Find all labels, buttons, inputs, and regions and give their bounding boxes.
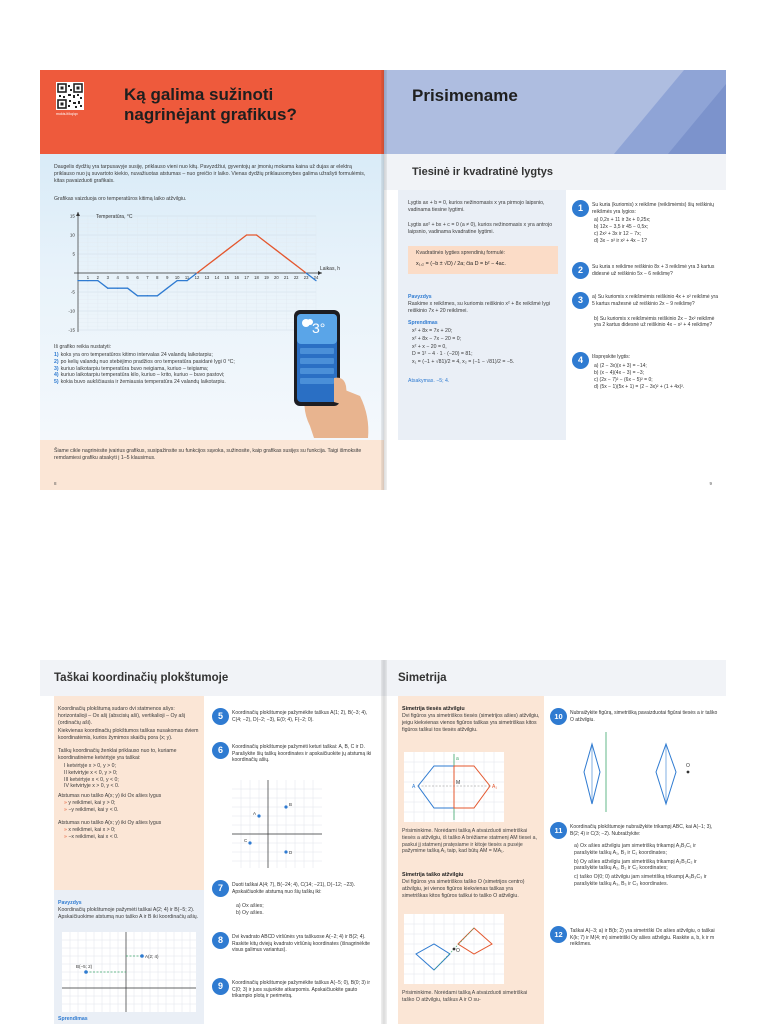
chart-caption: Grafikas vaizduoja oro temperatūros kitimą laiko atžvilgiu. <box>54 196 187 202</box>
exercise-6-badge: 6 <box>212 742 229 759</box>
solution-line <box>412 351 558 358</box>
intro-text: Koordinačių plokštumą sudaro dvi statmenos ašys: horizontalioji – Ox ašį (abscisių aši), vertikalioji – Oy ašį (ordinačių aši). <box>58 706 186 726</box>
bullet-icon: » <box>64 827 69 833</box>
exercise-2-text: Su kuria x reikšme reiškinio 8x + 3 reikšmė yra 3 kartus didesnė už reiškinio 5x − 6 reikšmę? <box>592 264 715 277</box>
distance-y-text: Atstumas nuo taško A(x; y) iki Oy ašies lygus <box>58 820 162 826</box>
x-tick-label: 6 <box>136 275 139 280</box>
exercise-5-badge: 5 <box>212 708 229 725</box>
exercise-12-badge: 12 <box>550 926 567 943</box>
question-item <box>54 372 264 379</box>
exercise-2-badge: 2 <box>572 262 589 279</box>
fig-label-a1-point: A₁ <box>492 784 498 790</box>
x-tick-label: 20 <box>273 275 279 280</box>
question-item-text: po kelių valandų nuo stebėjimo pradžios oro temperatūra pasidarė lygi 0 °C; <box>60 358 235 365</box>
gutter <box>381 660 387 1024</box>
point-d-label: D <box>289 850 293 855</box>
exercise-7-badge: 7 <box>212 880 229 897</box>
section-title: Tiesinė ir kvadratinė lygtys <box>412 166 554 178</box>
point-a <box>140 954 144 958</box>
quadrant-rule <box>64 783 198 790</box>
header-title: Prisimename <box>412 86 518 105</box>
exercise-11-badge: 11 <box>550 822 567 839</box>
exercise-7-item <box>236 910 366 917</box>
coordinates-text: Kiekvienas koordinačių plokštumos taškas nusakomas dviem koordinatėmis, kurios žymimos skaičių pora (x; y). <box>58 728 199 741</box>
footer-text: Šiame cikle nagrinėsite įvairius grafikus, susipažinsite su funkcijos sąvoka, sužinosite, kaip grafikas susijęs su funkcija. Taigi išmoksite remdamiesi grafiku atsakyti į 1–5 klausimus. <box>54 448 362 461</box>
exercise-11-item-text: a) Ox ašies atžvilgiu jam simetrišką trikampį A₁B₁C₁ ir parašykite taškų A₁, B₁ ir C₁ koordinates; <box>574 843 696 856</box>
section-header <box>384 154 726 190</box>
distance-y-rule <box>64 834 198 841</box>
solution-line <box>412 344 558 351</box>
exercise-11-item <box>574 874 720 888</box>
page-title <box>124 85 297 125</box>
exercise-4-item: c) (2x − 7)² − (6x − 5)² = 0; <box>594 376 653 383</box>
section-header <box>384 660 726 696</box>
question-item <box>54 352 264 359</box>
exercise-4-text: Išspręskite lygtis: <box>592 354 631 360</box>
line-symmetry-figure <box>404 752 504 822</box>
exercise-4-item: d) (5x − 1)(5x + 1) = (2 − 3x)² + (1 + 4x)². <box>594 383 685 390</box>
exercise-4-item: a) (2 − 3x)(x + 3) = −14; <box>594 362 647 369</box>
theory-panel <box>398 190 566 440</box>
point-a-marker <box>257 814 260 817</box>
question-item-number: 5) <box>54 379 59 386</box>
quadrant-rule <box>64 770 198 777</box>
point-symmetry-title: Simetrija taško atžvilgiu <box>402 872 464 878</box>
quadrants-list <box>64 763 198 790</box>
exercise-1-item: b) 12x − 3,5 ir 45 − 0,5x; <box>594 224 649 231</box>
x-tick-label: 21 <box>283 275 289 280</box>
distance-x-list <box>64 800 198 814</box>
x-tick-label: 3 <box>106 275 109 280</box>
questions-intro: Iš grafiko reikia nustatyti: <box>54 344 112 350</box>
point-b-label: B(−5; 2) <box>76 964 93 969</box>
x-tick-label: 15 <box>224 275 230 280</box>
header-decoration <box>384 70 726 154</box>
formula-title: Kvadratinės lygties sprendinių formulė: <box>416 250 506 256</box>
exercise-1-item: d) 3x − x² ir x² + 4x − 1? <box>594 238 647 245</box>
exercise-11-item-text: b) Oy ašies atžvilgiu jam simetrišką trikampį A₂B₂C₂ ir parašykite taškų A₂, B₂ ir C₂ koordinates; <box>574 858 697 872</box>
answer: Atsakymas. −5; 4. <box>408 378 450 384</box>
quadrant-rule-text: I ketvirtyje x > 0, y > 0; <box>64 763 116 769</box>
point-a-label: A(2; 4) <box>145 954 159 959</box>
page-number: 8 <box>54 481 57 486</box>
solution-lines <box>412 328 558 367</box>
question-item-number: 4) <box>54 372 59 379</box>
phone-temperature: 3° <box>312 320 326 336</box>
exercise-9-badge: 9 <box>212 978 229 995</box>
page-title-line-1: Ką galima sužinoti <box>124 85 274 104</box>
fig-label-m: M <box>456 780 461 786</box>
exercise-9-text: Koordinačių plokštumoje pažymėkite taškus A(−5; 0), B(0; 3) ir C(0; 3) ir juos sujunkite atkarpomis. Apskaičiuokite gauto trikampio plotą ir perimetrą. <box>232 980 370 1000</box>
exercise-7-text: Duoti taškai A(4; 7), B(−24; 4), C(14; −21), D(−12; −23). Apskaičiuokite atstumą nuo šių taškų iki: <box>232 882 356 895</box>
distance-y-rule-text: x reikšmei, kai x > 0; <box>68 827 116 833</box>
x-tick-label: 1 <box>86 275 90 280</box>
quadrant-rule-text: II ketvirtyje x < 0, y > 0; <box>64 769 118 776</box>
solution-line-text: x² + x − 20 = 0, <box>412 343 447 350</box>
page-title-line-2: nagrinėjant grafikus? <box>124 105 297 124</box>
question-item-number: 2) <box>54 358 59 365</box>
point-symmetry-figure <box>404 914 504 984</box>
x-tick-label: 4 <box>116 275 119 280</box>
x-tick-label: 23 <box>303 275 309 280</box>
exercise-11-items <box>574 843 720 890</box>
x-tick-label: 14 <box>214 275 220 280</box>
exercise-1-badge: 1 <box>572 200 589 217</box>
x-tick-label: 13 <box>204 275 210 280</box>
y-tick-label: 5 <box>72 251 75 257</box>
example-text: Raskime x reikšmes, su kuriomis reiškinio x² + 8x reikšmė lygi reiškinio 7x + 20 reikšmei. <box>408 301 550 314</box>
exercise-10-text: Nubraižykite figūrą, simetrišką pavaizduotai figūrai tiesės a ir taško O atžvilgiu. <box>570 710 718 723</box>
x-tick-label: 5 <box>126 275 129 280</box>
question-item-number: 1) <box>54 352 59 358</box>
distance-x-text: Atstumas nuo taško A(x; y) iki Ox ašies lygus <box>58 793 162 799</box>
question-item-text: kuriuo laikotarpiu temperatūra kilo, kuriuo – krito, kuriuo – buvo pastovi; <box>60 372 225 379</box>
x-tick-label: 17 <box>244 275 249 280</box>
exercise-1-item: a) 0,2x + 11 ir 3x + 0,25x; <box>594 217 651 224</box>
question-item-text: kuriuo laikotarpiu temperatūra buvo neigiama, kuriuo – teigiama; <box>60 365 209 372</box>
page-11 <box>384 660 726 1024</box>
quadrant-rule <box>64 777 198 784</box>
exercise-1-text: Su kuria (kuriomis) x reikšme (reikšmėmis) šių reiškinių reikšmės yra lygios: <box>592 202 714 215</box>
page-10 <box>40 660 384 1024</box>
quadrant-rule <box>64 763 198 770</box>
question-item <box>54 366 264 373</box>
x-tick-label: 18 <box>254 275 259 280</box>
section-title: Simetrija <box>398 672 447 684</box>
exercise-11-item <box>574 859 720 873</box>
point-symmetry-text: Dvi figūros yra simetriškos taško O (simetrijos centro) atžvilgiu, jei vienos figūros kiekvienas taškas yra simetriškas kitos figūros taškui to taško O atžvilgiu. <box>402 879 525 899</box>
bullet-icon: » <box>64 833 69 840</box>
distance-x-rule <box>64 807 198 814</box>
x-tick-label: 22 <box>293 275 299 280</box>
question-item-text: kokia buvo aukščiausia ir žemiausia temperatūra 24 valandų laikotarpiu. <box>60 379 226 386</box>
y-axis-arrow-icon <box>76 212 80 216</box>
question-item-number: 3) <box>54 365 59 372</box>
exercise-11-item <box>574 843 720 857</box>
exercise-6-coordinate-plane <box>232 780 322 868</box>
x-tick-label: 9 <box>166 275 169 280</box>
title-banner <box>40 70 384 154</box>
solution-line-text: x² + 8x − 7x − 20 = 0; <box>412 335 462 342</box>
y-tick-label: 10 <box>69 232 75 238</box>
x-tick-label: 8 <box>156 275 159 280</box>
quadrant-text: Taškų koordinačių ženklai priklauso nuo to, kuriame koordinatinėme ketvirtyje yra taškai: <box>58 748 177 761</box>
y-tick-label: -10 <box>68 308 75 314</box>
quadrant-rule-text: III ketvirtyje x < 0, y < 0; <box>64 776 119 783</box>
gutter <box>381 70 387 490</box>
solution-line-text: x₁ = (−1 + √81)/2 = 4, x₂ = (−1 − √81)/2 = −5. <box>412 359 515 366</box>
example-label: Pavyzdys <box>58 900 82 906</box>
bottom-band <box>384 440 726 490</box>
formula: x₁,₂ = (−b ± √D) / 2a; čia D = b² − 4ac. <box>416 261 506 267</box>
exercise-7-item-text: a) Ox ašies; <box>236 903 264 909</box>
x-tick-label: 16 <box>234 275 240 280</box>
linear-definition: Lygtis ax + b = 0, kurios nežinomasis x yra pirmojo laipsnio, vadinama tiesine lygtimi. <box>408 200 545 213</box>
exercise-4-item: b) (x − 4)(4x − 3) = −3; <box>594 369 645 376</box>
x-tick-label: 12 <box>194 275 200 280</box>
solution-line-text: x² + 8x = 7x + 20; <box>412 328 453 334</box>
intro-text: Daugelis dydžių yra tarpusavyje susiję, priklauso vieni nuo kitų. Pavyzdžiui, gyventojų ar įmonių mokama kaina už dujas ar elektrą priklauso nuo jų suvartoto kiekio, nuvažiuotas atstumas – nuo greičio ir laiko. Vienas dydžių priklausomybes galima užrašyti formulėmis, kitas pavaizduoti grafikais. <box>54 164 366 184</box>
solution-line-text: D = 1² − 4 · 1 · (−20) = 81; <box>412 351 473 358</box>
exercise-1-item: c) 2x² + 3x ir 12 − 7x; <box>594 231 641 238</box>
line-symmetry-title: Simetrija tiesės atžvilgiu <box>402 706 465 712</box>
distance-x-rule-text: −y reikšmei, kai y < 0. <box>68 806 119 813</box>
x-tick-label: 7 <box>146 275 149 280</box>
exercise-4-badge: 4 <box>572 352 589 369</box>
solution-line <box>412 336 558 343</box>
exercise-10-figures <box>570 732 720 812</box>
point-c-marker <box>248 841 251 844</box>
book-spread-2 <box>40 660 726 1024</box>
section-header <box>40 660 384 696</box>
x-tick-label: 24 <box>313 275 319 280</box>
distance-y-rule-text: −x reikšmei, kai x < 0. <box>68 833 119 840</box>
question-item <box>54 359 264 366</box>
y-tick-label: -5 <box>70 289 75 295</box>
solution-label: Sprendimas <box>58 1016 88 1022</box>
questions-list <box>54 352 264 386</box>
theory-panel <box>398 696 544 1024</box>
line-symmetry-text: Dvi figūros yra simetriškos tiesės (simetrijos ašies) atžvilgiu, jeigu kiekvienas vienos figūros taškas yra simetriškas kitos figūros taškui tos tiesės atžvilgiu. <box>402 713 540 733</box>
quadratic-definition: Lygtis ax² + bx + c = 0 (a ≠ 0), kurios nežinomasis x yra antrojo laipsnio, vadinama kvadratine lygtimi. <box>408 222 553 235</box>
qr-code[interactable] <box>56 82 84 110</box>
bullet-icon: » <box>64 800 69 806</box>
exercise-12-text: Taškai A(−3; a) ir B(b; 2) yra simetriški Ox ašies atžvilgiu, o taškai K(k; 7) ir M(4; m) simetriški Oy ašies atžvilgiu. Raskite a, b, k ir m reikšmes. <box>570 928 715 948</box>
point-c-label: C <box>244 838 248 843</box>
solution-line <box>412 328 558 335</box>
qr-caption: mokis.lt/kq/qx <box>56 112 78 116</box>
fig-label-center: O <box>456 948 460 954</box>
solution-line <box>412 359 558 366</box>
bullet-icon: » <box>64 806 69 813</box>
example-label: Pavyzdys <box>408 294 432 300</box>
remember-line-symmetry: Prisiminkime. Norėdami tašką A atvaizduoti simetriškai tiesės a atžvilgiu, iš taško A brėžiame statmenį AM tiesei a, paskui jį statmenį pratęsiame ir kitoje tiesės a pusėje pažymime tašką A₁ taip, kad būtų AM = MA₁. <box>402 828 537 855</box>
question-item <box>54 379 264 386</box>
exercise-7-item-text: b) Oy ašies. <box>236 909 264 916</box>
distance-x-rule-text: y reikšmei, kai y > 0; <box>68 800 116 806</box>
example-coordinate-plane <box>62 932 196 1012</box>
x-tick-label: 11 <box>184 275 190 280</box>
formula-box <box>408 246 558 274</box>
page-number: 9 <box>709 481 712 486</box>
x-tick-label: 2 <box>96 275 100 280</box>
footer-band <box>40 440 384 490</box>
exercise-3-text: a) Su kuriomis x reikšmėmis reiškinio 4x + x² reikšmė yra 5 kartus mažesnė už reiškinio 2x − 9 reikšmę? <box>592 294 718 307</box>
exercise-8-text: Dvi kvadrato ABCD viršūnės yra taškuose A(−2; 4) ir B(2; 4). Raskite kitų dviejų kvadrato viršūnių koordinates (išnagrinėkite visus galimus variantus). <box>232 934 370 954</box>
x-tick-label: 10 <box>174 275 180 280</box>
fig-label-a-point: A <box>412 784 416 790</box>
exercise-6-text: Koordinačių plokštumoje pažymėti keturi taškai: A, B, C ir D. Parašykite šių taškų koordinates ir apskaičiuokite jų atstumą iki koordinačių ašių. <box>232 744 372 764</box>
solution-label: Sprendimas <box>408 320 438 326</box>
exercise-7-item <box>236 903 366 910</box>
exercise-5-text: Koordinačių plokštumoje pažymėkite taškus A(1; 2), B(−3; 4), C(4; −2), D(−2; −3), E(0; 4), F(−2; 0). <box>232 710 368 723</box>
chart-x-label: Laikas, h <box>320 266 341 272</box>
point-b <box>84 970 88 974</box>
header-banner <box>384 70 726 154</box>
question-item-text: koks yra oro temperatūros kitimo intervalas 24 valandų laikotarpiu; <box>60 352 213 358</box>
fig-label-line-a: a <box>456 756 459 762</box>
point-a-label: A <box>253 811 257 816</box>
quadrant-rule-text: IV ketvirtyje x > 0, y < 0. <box>64 783 120 790</box>
exercise-10-badge: 10 <box>550 708 567 725</box>
exercise-11-text: Koordinačių plokštumoje nubraižykite trikampį ABC, kai A(−1; 3), B(2; 4) ir C(3; −2). Nubraižykite: <box>570 824 713 837</box>
y-tick-label: 15 <box>69 213 75 219</box>
book-spread-1 <box>40 70 726 490</box>
content-panel <box>40 154 384 440</box>
section-title: Taškai koordinačių plokštumoje <box>54 672 229 684</box>
chart-y-label: Temperatūra, °C <box>96 214 133 220</box>
y-tick-label: -15 <box>68 327 75 333</box>
x-tick-label: 19 <box>264 275 269 280</box>
distance-y-list <box>64 827 198 841</box>
distance-y-rule <box>64 827 198 834</box>
point-b-label: B <box>289 802 293 807</box>
exercise-11-item-text: c) taško O(0; 0) atžvilgiu jam simetrišką trikampį A₃B₃C₃ ir parašykite taškų A₃, B₃ ir C₃ koordinates. <box>574 874 707 887</box>
phone-illustration <box>290 306 348 438</box>
exercise-8-badge: 8 <box>212 932 229 949</box>
exercise-10-center-label: O <box>686 763 690 769</box>
example-text: Koordinačių plokštumoje pažymėti taškai A(2; 4) ir B(−5; 2). Apskaičiuokime atstumą nuo taško A ir B iki koordinačių ašių. <box>58 907 199 920</box>
distance-x-rule <box>64 800 198 807</box>
exercise-3-item: b) Su kuriomis x reikšmėmis reiškinio 2x − 3x² reikšmė yra 2 kartus didesnė už reiškinio 4x − x² + 4 reikšmę? <box>594 315 715 329</box>
exercise-3-badge: 3 <box>572 292 589 309</box>
remember-point-symmetry: Prisiminkime. Norėdami tašką A atvaizduoti simetriškai taško O atžvilgiu, taškus A ir O su- <box>402 990 528 1003</box>
page-8 <box>40 70 384 490</box>
page-9 <box>384 70 726 490</box>
point-d-marker <box>284 850 287 853</box>
exercises-column <box>572 200 720 440</box>
exercise-7-items <box>236 903 366 917</box>
example-panel <box>54 890 204 1024</box>
point-b-marker <box>284 805 287 808</box>
